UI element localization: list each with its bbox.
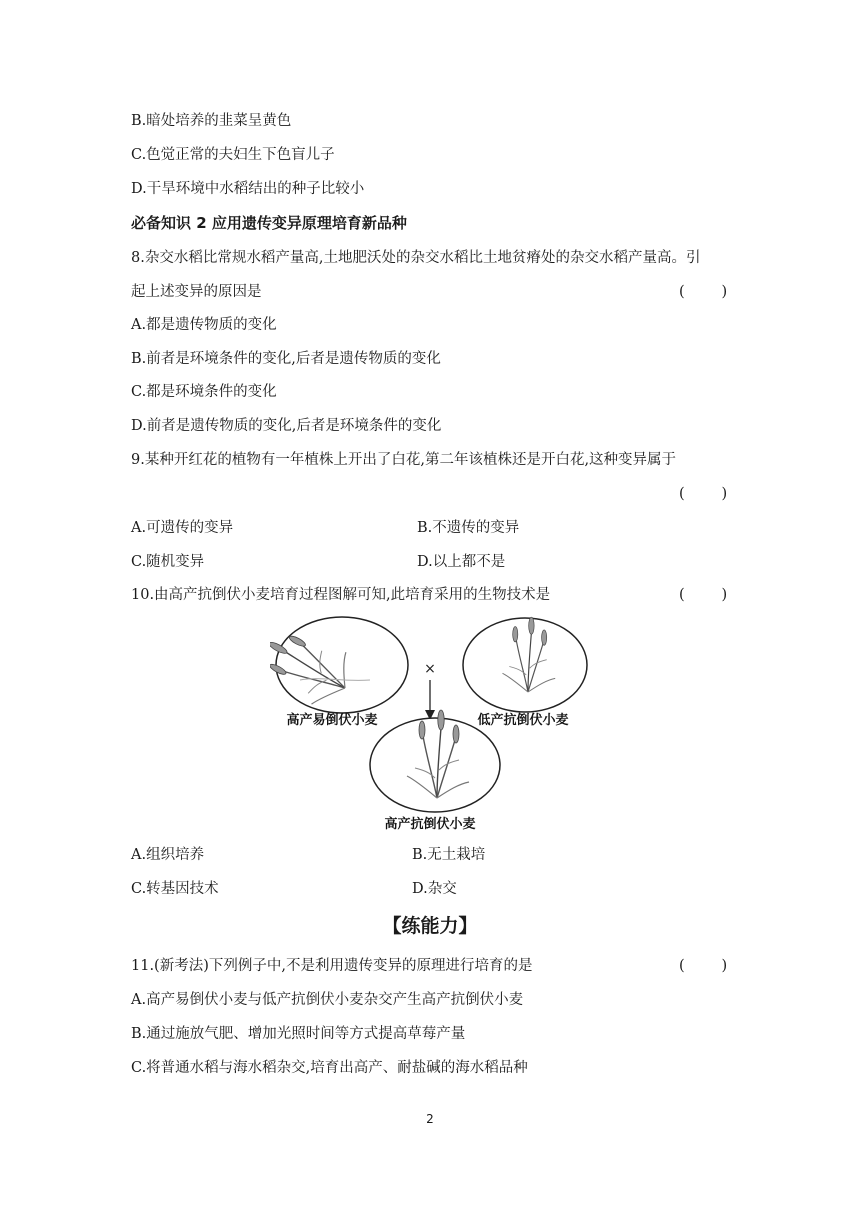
q8-option-b: B.前者是环境条件的变化,后者是遗传物质的变化	[131, 351, 441, 367]
left-parent-label: 高产易倒伏小麦	[286, 713, 378, 728]
offspring-ellipse	[370, 718, 500, 812]
q10-option-d: D.杂交	[412, 881, 457, 897]
q7-option-b: B.暗处培养的韭菜呈黄色	[131, 113, 292, 129]
wheat-breeding-diagram	[270, 610, 600, 840]
ability-heading: 【练能力】	[382, 915, 478, 937]
q9-option-c: C.随机变异	[131, 554, 205, 570]
q8-stem-line2: 起上述变异的原因是	[131, 284, 262, 300]
q11-stem: 11.(新考法)下列例子中,不是利用遗传变异的原理进行培育的是	[131, 958, 533, 974]
q8-answer-paren: ( )	[679, 284, 728, 300]
q10-option-b: B.无土栽培	[412, 847, 486, 863]
left-parent-ellipse	[276, 617, 408, 713]
q10-answer-paren: ( )	[679, 587, 728, 603]
section2-heading: 必备知识 2 应用遗传变异原理培育新品种	[131, 214, 407, 232]
q9-option-d: D.以上都不是	[417, 554, 506, 570]
q11-option-a: A.高产易倒伏小麦与低产抗倒伏小麦杂交产生高产抗倒伏小麦	[131, 992, 524, 1008]
q7-option-d: D.干旱环境中水稻结出的种子比较小	[131, 181, 365, 197]
q7-option-c: C.色觉正常的夫妇生下色盲儿子	[131, 147, 335, 163]
cross-symbol: ×	[424, 661, 436, 677]
q8-option-a: A.都是遗传物质的变化	[131, 317, 277, 333]
q11-option-b: B.通过施放气肥、增加光照时间等方式提高草莓产量	[131, 1026, 466, 1042]
q11-option-c: C.将普通水稻与海水稻杂交,培育出高产、耐盐碱的海水稻品种	[131, 1060, 528, 1076]
q9-stem: 9.某种开红花的植物有一年植株上开出了白花,第二年该植株还是开白花,这种变异属于	[131, 452, 677, 468]
q8-option-c: C.都是环境条件的变化	[131, 384, 277, 400]
q11-answer-paren: ( )	[679, 958, 728, 974]
offspring-label: 高产抗倒伏小麦	[384, 817, 476, 832]
q9-option-a: A.可遗传的变异	[131, 520, 234, 536]
right-parent-ellipse	[463, 618, 587, 712]
page-number: 2	[426, 1112, 434, 1126]
q10-option-c: C.转基因技术	[131, 881, 219, 897]
right-parent-label: 低产抗倒伏小麦	[477, 713, 569, 728]
q8-stem-line1: 8.杂交水稻比常规水稻产量高,土地肥沃处的杂交水稻比土地贫瘠处的杂交水稻产量高。引	[131, 250, 701, 266]
q10-stem: 10.由高产抗倒伏小麦培育过程图解可知,此培育采用的生物技术是	[131, 587, 551, 603]
q9-answer-paren: ( )	[679, 486, 728, 502]
q10-option-a: A.组织培养	[131, 847, 205, 863]
q8-option-d: D.前者是遗传物质的变化,后者是环境条件的变化	[131, 418, 442, 434]
q9-option-b: B.不遗传的变异	[417, 520, 520, 536]
